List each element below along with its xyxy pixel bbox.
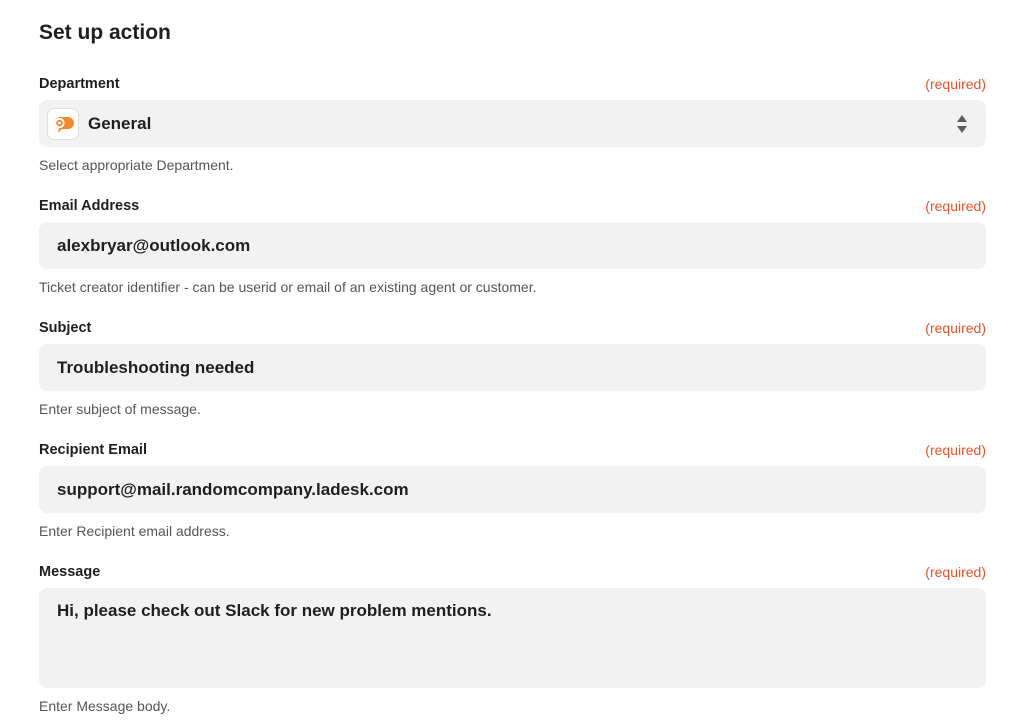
email-address-field	[39, 196, 986, 296]
email-address-input[interactable]	[39, 222, 986, 269]
email-address-label: Email Address	[39, 198, 140, 214]
email-address-hint: Ticket creator identifier - can be userid or email of an existing agent or customer.	[39, 279, 537, 295]
email-address-value: alexbryar@outlook.com	[57, 235, 251, 255]
message-field	[39, 562, 986, 715]
recipient-email-hint: Enter Recipient email address.	[39, 523, 230, 539]
required-indicator: (required)	[925, 442, 986, 458]
message-label: Message	[39, 564, 101, 580]
recipient-email-field	[39, 440, 986, 540]
required-indicator: (required)	[925, 76, 986, 92]
required-indicator: (required)	[925, 198, 986, 214]
department-select-value: General	[88, 113, 152, 133]
recipient-email-input[interactable]	[39, 466, 986, 513]
department-label: Department	[39, 76, 120, 92]
message-value: Hi, please check out Slack for new problem mentions.	[57, 601, 492, 620]
field-header	[39, 562, 986, 582]
required-indicator: (required)	[925, 320, 986, 336]
required-indicator: (required)	[925, 564, 986, 580]
field-header	[39, 196, 986, 216]
subject-input[interactable]	[39, 344, 986, 391]
field-header	[39, 74, 986, 94]
department-select[interactable]	[39, 100, 986, 147]
liveagent-chat-bubble-icon	[47, 108, 79, 140]
subject-label: Subject	[39, 320, 92, 336]
message-hint: Enter Message body.	[39, 698, 171, 714]
field-header	[39, 318, 986, 338]
field-header	[39, 440, 986, 460]
subject-field	[39, 318, 986, 418]
subject-value: Troubleshooting needed	[57, 357, 255, 377]
page-title: Set up action	[39, 21, 171, 44]
select-arrows-icon[interactable]	[956, 113, 968, 135]
department-field	[39, 74, 986, 174]
department-hint: Select appropriate Department.	[39, 157, 234, 173]
message-textarea[interactable]	[39, 588, 986, 688]
recipient-email-value: support@mail.randomcompany.ladesk.com	[57, 479, 409, 499]
subject-hint: Enter subject of message.	[39, 401, 201, 417]
recipient-email-label: Recipient Email	[39, 442, 147, 458]
